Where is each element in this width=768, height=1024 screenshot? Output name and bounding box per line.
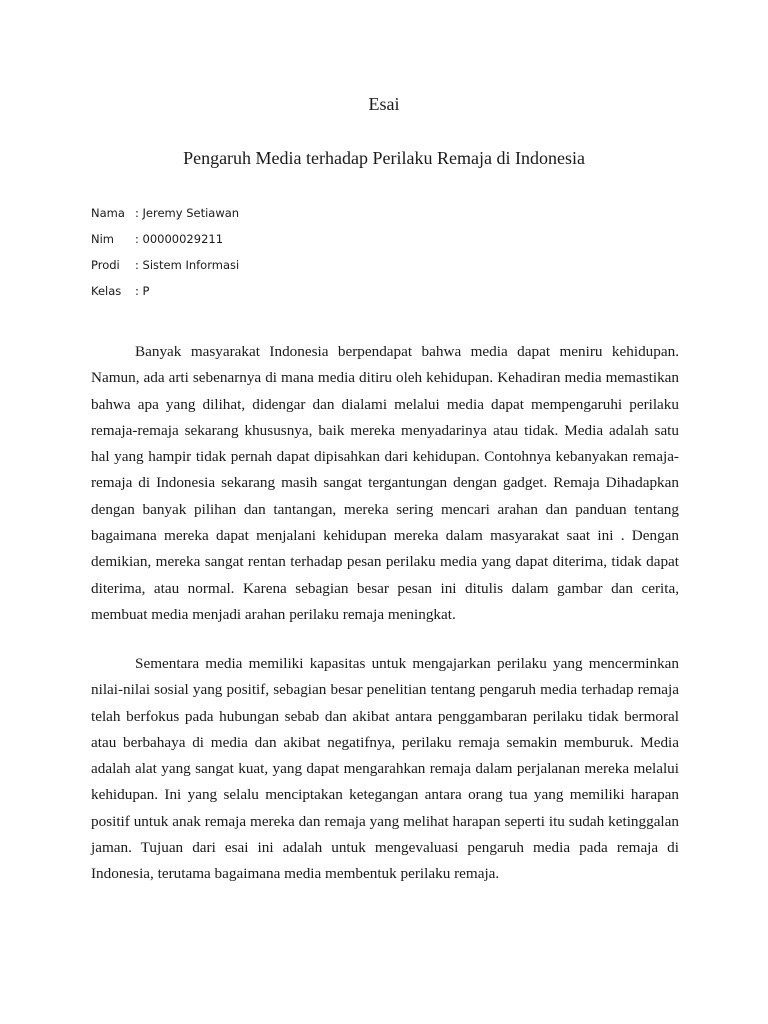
info-value: : P bbox=[135, 284, 150, 298]
info-row-kelas bbox=[91, 278, 239, 304]
body-paragraph: Banyak masyarakat Indonesia berpendapat bahwa media dapat meniru kehidupan. Namun, ada arti sebenarnya di mana media ditiru oleh kehidupan. Kehadiran media memastikan bahwa apa yang dilihat, didengar dan dialami melalui media dapat mempengaruhi perilaku remaja-remaja sekarang khususnya, baik mereka menyadarinya atau tidak. Media adalah satu hal yang hampir tidak pernah dapat dipisahkan dari kehidupan. Contohnya kebanyakan remaja-remaja di Indonesia sekarang masih sangat tergantungan dengan gadget. Remaja Dihadapkan dengan banyak pilihan dan tantangan, mereka sering mencari arahan dan panduan tentang bagaimana mereka dapat menjalani kehidupan mereka dalam masyarakat saat ini . Dengan demikian, mereka sangat rentan terhadap pesan perilaku media yang dapat diterima, tidak dapat diterima, atau normal. Karena sebagian besar pesan ini ditulis dalam gambar dan cerita, membuat media menjadi arahan perilaku remaja meningkat. bbox=[91, 343, 679, 623]
info-row-nim bbox=[91, 226, 239, 252]
info-label: Nama bbox=[91, 206, 125, 220]
document-subtitle: Pengaruh Media terhadap Perilaku Remaja di Indonesia bbox=[183, 148, 585, 168]
info-label: Kelas bbox=[91, 284, 122, 298]
info-value: : Sistem Informasi bbox=[135, 258, 240, 272]
info-row-prodi bbox=[91, 252, 239, 278]
info-value: : 00000029211 bbox=[135, 232, 224, 246]
info-row-nama bbox=[91, 200, 239, 226]
document-title: Esai bbox=[368, 94, 400, 114]
info-label: Prodi bbox=[91, 258, 120, 272]
body-paragraph: Sementara media memiliki kapasitas untuk mengajarkan perilaku yang mencerminkan nilai-nilai sosial yang positif, sebagian besar penelitian tentang pengaruh media terhadap remaja telah berfokus pada hubungan sebab dan akibat antara penggambaran perilaku tidak bermoral atau berbahaya di media dan akibat negatifnya, perilaku remaja semakin memburuk. Media adalah alat yang sangat kuat, yang dapat mengarahkan remaja dalam perjalanan mereka melalui kehidupan. Ini yang selalu menciptakan ketegangan antara orang tua yang memiliki harapan positif untuk anak remaja mereka dan remaja yang melihat harapan seperti itu sudah ketinggalan jaman. Tujuan dari esai ini adalah untuk mengevaluasi pengaruh media pada remaja di Indonesia, terutama bagaimana media membentuk perilaku remaja. bbox=[91, 655, 679, 883]
info-value: : Jeremy Setiawan bbox=[135, 206, 240, 220]
student-info bbox=[91, 200, 239, 304]
info-label: Nim bbox=[91, 232, 114, 246]
